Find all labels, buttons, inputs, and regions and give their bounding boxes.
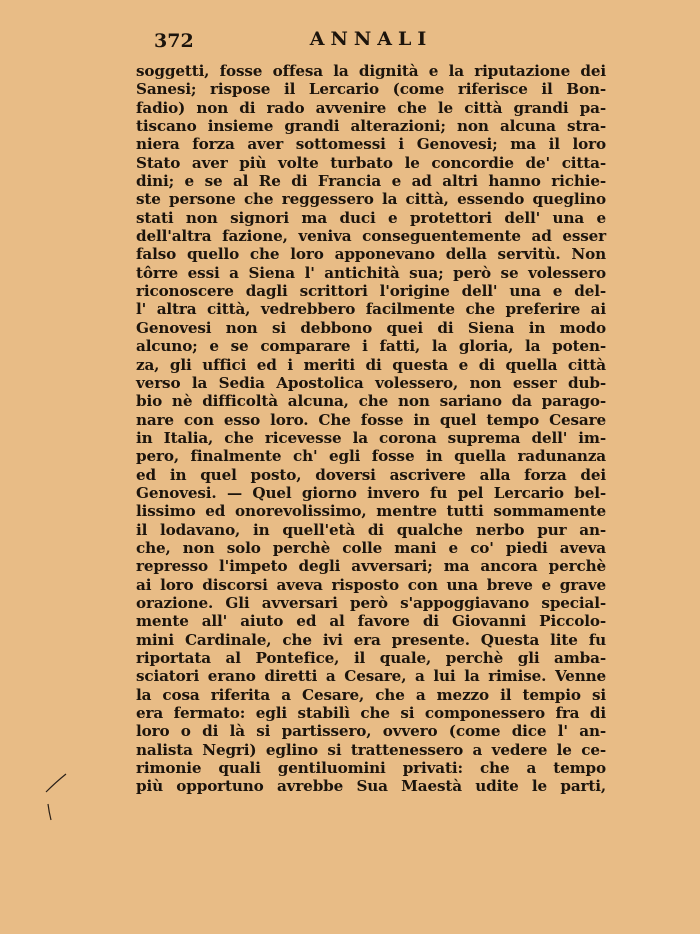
text-line: stati non signori ma duci e protettori dell' una e	[136, 208, 606, 227]
text-line: mente all' aiuto ed al favore di Giovanni Piccolo-	[136, 612, 606, 631]
text-line: niera forza aver sottomessi i Genovesi; ma il loro	[136, 135, 606, 154]
text-line: che, non solo perchè colle mani e co' piedi aveva	[136, 538, 606, 557]
text-line: bio nè difficoltà alcuna, che non sariano da parago-	[136, 392, 606, 411]
text-line: sciatori erano diretti a Cesare, a lui la rimise. Venne	[136, 667, 606, 686]
text-line: l' altra città, vedrebbero facilmente che preferire ai	[136, 300, 606, 319]
text-line: fadio) non di rado avvenire che le città grandi pa-	[136, 98, 606, 117]
text-line: Genovesi. — Quel giorno invero fu pel Lercario bel-	[136, 483, 606, 502]
text-line: soggetti, fosse offesa la dignità e la riputazione dei	[136, 62, 606, 80]
text-line: nalista Negri) eglino si trattenessero a vedere le ce-	[136, 740, 606, 759]
page-header	[136, 26, 606, 54]
margin-pencil-mark	[38, 770, 68, 830]
text-line: tiscano insieme grandi alterazioni; non alcuna stra-	[136, 117, 606, 136]
text-line: loro o di là si partissero, ovvero (come dice l' an-	[136, 722, 606, 741]
text-line: nare con esso loro. Che fosse in quel tempo Cesare	[136, 410, 606, 429]
text-line: rimonie quali gentiluomini privati: che a tempo	[136, 759, 606, 778]
text-line: pero, finalmente ch' egli fosse in quella radunanza	[136, 447, 606, 466]
text-line: Genovesi non si debbono quei di Siena in modo	[136, 318, 606, 337]
text-line: ed in quel posto, doversi ascrivere alla forza dei	[136, 465, 606, 484]
text-line: falso quello che loro apponevano della servitù. Non	[136, 245, 606, 264]
running-head: ANNALI	[309, 28, 433, 50]
page-number: 372	[154, 30, 194, 52]
text-line: alcuno; e se comparare i fatti, la gloria, la poten-	[136, 337, 606, 356]
text-line: tôrre essi a Siena l' antichità sua; però se volessero	[136, 263, 606, 282]
text-line: dell'altra fazione, veniva conseguentemente ad esser	[136, 227, 606, 246]
body-text	[136, 62, 606, 796]
text-line: za, gli uffici ed i meriti di questa e di quella città	[136, 355, 606, 374]
text-line: Sanesi; rispose il Lercario (come riferisce il Bon-	[136, 80, 606, 99]
text-line: il lodavano, in quell'età di qualche nerbo pur an-	[136, 520, 606, 539]
text-line: dini; e se al Re di Francia e ad altri hanno richie-	[136, 172, 606, 191]
text-line: era fermato: egli stabilì che si componessero fra di	[136, 704, 606, 723]
text-line: in Italia, che ricevesse la corona suprema dell' im-	[136, 428, 606, 447]
text-line: riconoscere dagli scrittori l'origine dell' una e del-	[136, 282, 606, 301]
text-line: represso l'impeto degli avversari; ma ancora perchè	[136, 557, 606, 576]
text-line: verso la Sedia Apostolica volessero, non esser dub-	[136, 373, 606, 392]
text-line: ste persone che reggessero la città, essendo queglino	[136, 190, 606, 209]
text-line: più opportuno avrebbe Sua Maestà udite le parti,	[136, 777, 606, 796]
text-line: la cosa riferita a Cesare, che a mezzo il tempio si	[136, 685, 606, 704]
text-line: Stato aver più volte turbato le concordie de' citta-	[136, 153, 606, 172]
text-line: ai loro discorsi aveva risposto con una breve e grave	[136, 575, 606, 594]
text-line: riportata al Pontefice, il quale, perchè gli amba-	[136, 649, 606, 667]
text-line: lissimo ed onorevolissimo, mentre tutti sommamente	[136, 502, 606, 521]
text-line: mini Cardinale, che ivi era presente. Questa lite fu	[136, 630, 606, 649]
text-line: orazione. Gli avversari però s'appoggiavano special-	[136, 593, 606, 612]
